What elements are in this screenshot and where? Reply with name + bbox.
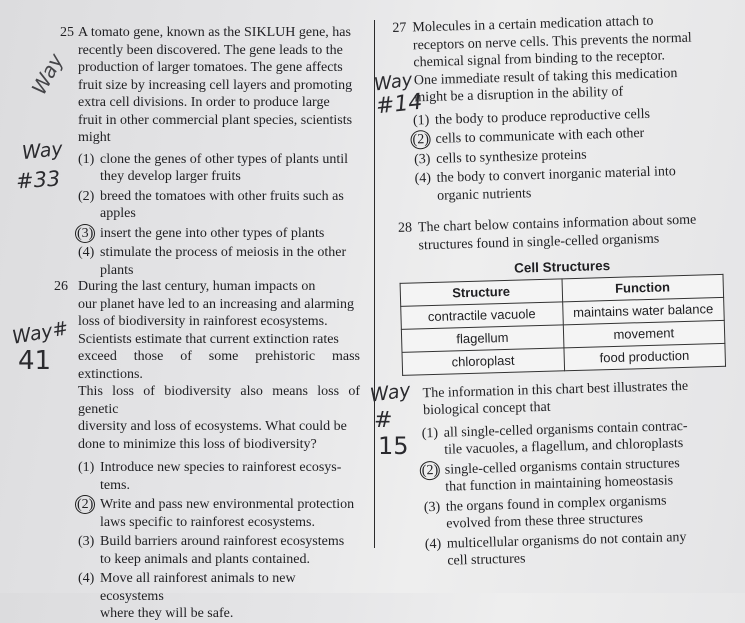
stem-line: done to minimize this loss of biodiversity?	[78, 436, 317, 452]
choice-line: they develop larger fruits	[100, 169, 241, 184]
choice-line: the organs found in complex organisms	[445, 493, 667, 515]
handwritten-reference-number: 41	[18, 346, 52, 376]
stem-line: receptors on nerve cells. This prevents the normal	[412, 30, 692, 53]
answer-choice-4[interactable]	[78, 244, 360, 279]
choice-line: the body to produce reproductive cells	[434, 106, 651, 128]
choice-line: cell structures	[447, 551, 526, 569]
choice-number: (3)	[423, 499, 441, 515]
stem-line: biological concept that	[422, 399, 551, 419]
question-number: 25	[60, 25, 74, 40]
stem-line: One immediate result of taking this medication	[413, 65, 678, 88]
table-cell: movement	[563, 320, 725, 348]
stem-line: fruit size by increasing cell layers and promoting	[78, 77, 353, 93]
question-stem	[78, 24, 360, 147]
table-cell: maintains water balance	[562, 297, 724, 325]
choice-line: stimulate the process of meiosis in the other	[100, 245, 347, 260]
choice-number-circled: (3)	[77, 225, 94, 241]
stem-line: diversity and loss of ecosystems. What could be	[78, 419, 347, 434]
answer-choice-1[interactable]	[422, 416, 735, 460]
stem-line: our planet have led to an increasing and alarming	[78, 296, 355, 312]
choice-line: Build barriers around rainforest ecosystems	[100, 534, 345, 549]
stem-line: might	[78, 130, 111, 145]
answer-choice-2[interactable]	[78, 496, 360, 531]
question-28	[398, 211, 738, 572]
stem-line: recently been discovered. The gene leads to the	[78, 42, 343, 58]
question-stem	[418, 211, 729, 255]
stem-line: The chart below contains information about some	[417, 212, 697, 236]
cell-structures-chart	[399, 254, 728, 376]
cell-structures-table	[400, 273, 726, 375]
stem-line: might be a disruption in the ability of	[414, 84, 624, 106]
answer-choice-2[interactable]	[78, 188, 360, 223]
handwritten-scribble: Way	[26, 49, 69, 99]
choice-number: (3)	[78, 534, 95, 549]
choice-number: (3)	[413, 151, 431, 167]
table-cell: flagellum	[401, 324, 563, 352]
choice-line: breed the tomatoes with other fruits such as	[100, 188, 344, 204]
answer-choice-1[interactable]	[78, 459, 360, 494]
handwritten-reference-number: #33	[15, 166, 62, 194]
stem-line: production of larger tomatoes. The gene affects	[78, 60, 343, 75]
choice-line: organic nutrients	[436, 185, 532, 204]
answer-choice-4[interactable]	[425, 527, 738, 571]
choice-number: (2)	[78, 188, 95, 204]
table-header: Structure	[400, 278, 562, 306]
question-27	[392, 11, 727, 206]
choice-number: (4)	[414, 170, 432, 187]
answer-choice-3[interactable]	[78, 225, 360, 243]
question-number: 27	[392, 20, 407, 36]
choice-number: (4)	[424, 536, 442, 552]
choice-line: multicellular organisms do not contain any	[446, 529, 687, 552]
choice-number-circled: (2)	[410, 130, 431, 150]
table-cell: chloroplast	[402, 347, 564, 375]
choice-line: Introduce new species to rainforest ecosys-	[100, 460, 342, 475]
choice-line: all single-celled organisms contain contrac-	[443, 418, 688, 441]
choice-line: cells to communicate with each other	[435, 126, 645, 147]
choice-line: Write and pass new environmental protection	[100, 497, 355, 512]
stem-line: fruit in other commercial plant species, scientists	[78, 112, 353, 128]
question-stem	[78, 278, 360, 453]
table-cell: contractile vacuole	[401, 301, 563, 329]
choice-line: single-celled organisms contain structures	[444, 455, 680, 478]
handwritten-way-label: Way	[20, 137, 64, 165]
answer-choice-3[interactable]	[78, 533, 360, 568]
choice-number: (1)	[412, 112, 430, 128]
choice-line: laws specific to rainforest ecosystems.	[100, 514, 315, 530]
handwritten-way-label: Way#	[10, 317, 71, 349]
handwritten-way-label: Way	[372, 69, 414, 96]
handwritten-reference-number: #14	[374, 89, 424, 120]
choice-line: the body to convert inorganic material into	[436, 164, 677, 186]
choice-line: tems.	[100, 477, 130, 493]
choice-number: (1)	[421, 425, 439, 441]
stem-line: This loss of biodiversity also means loss of genetic	[78, 384, 360, 417]
choice-line: apples	[100, 206, 136, 221]
follow-up-text	[422, 376, 733, 420]
question-number: 26	[54, 279, 68, 294]
answer-choice-4[interactable]	[78, 570, 360, 623]
stem-line: extra cell divisions. In order to produce large	[78, 95, 330, 110]
choice-line: clone the genes of other types of plants until	[100, 151, 349, 167]
choice-line: evolved from these three structures	[446, 511, 644, 532]
choice-line: plants	[100, 262, 134, 278]
table-header: Function	[562, 274, 724, 302]
choice-line: where they will be safe.	[100, 606, 234, 621]
choice-number: (1)	[78, 151, 95, 167]
handwritten-reference-number: 15	[378, 432, 409, 460]
stem-line: Molecules in a certain medication attach to	[412, 13, 654, 36]
stem-line: A tomato gene, known as the SIKLUH gene, has	[78, 25, 351, 40]
stem-line: chemical signal from binding to the receptor.	[413, 48, 666, 71]
answer-choice-3[interactable]	[424, 490, 737, 534]
choice-line: cells to synthesize proteins	[435, 147, 587, 167]
choice-line: to keep animals and plants contained.	[100, 551, 310, 567]
choice-number: (4)	[78, 571, 95, 586]
choice-line: Move all rainforest animals to new ecosystems	[100, 571, 296, 604]
choice-line: insert the gene into other types of plants	[100, 225, 325, 241]
stem-line: The information in this chart best illustrates the	[422, 378, 689, 401]
question-25	[60, 24, 360, 279]
choice-number: (4)	[78, 245, 95, 260]
answer-choice-2[interactable]	[423, 453, 736, 497]
choice-number-circled: (2)	[77, 497, 94, 512]
stem-line: structures found in single-celled organisms	[418, 231, 660, 253]
answer-choice-1[interactable]	[78, 151, 360, 186]
handwritten-hash: #	[374, 408, 393, 433]
answer-choice-4[interactable]	[414, 162, 727, 206]
question-26	[54, 278, 360, 623]
stem-line: loss of biodiversity in rainforest ecosystems.	[78, 314, 328, 329]
choice-number: (1)	[78, 460, 95, 475]
question-number: 28	[397, 220, 413, 236]
choice-number-circled: (2)	[420, 460, 441, 480]
choice-line: that function in maintaining homeostasis	[445, 473, 674, 495]
table-cell: food production	[563, 343, 725, 371]
question-stem	[412, 11, 724, 107]
handwritten-way-label: Way	[368, 379, 412, 407]
stem-line: Scientists estimate that current extinction rates	[78, 331, 339, 347]
table-title: Cell Structures	[513, 258, 611, 276]
stem-line: During the last century, human impacts on	[78, 279, 316, 294]
choice-line: tile vacuoles, a flagellum, and chloroplasts	[444, 436, 684, 458]
stem-line: exceed those of some prehistoric mass extinctions.	[78, 349, 360, 382]
